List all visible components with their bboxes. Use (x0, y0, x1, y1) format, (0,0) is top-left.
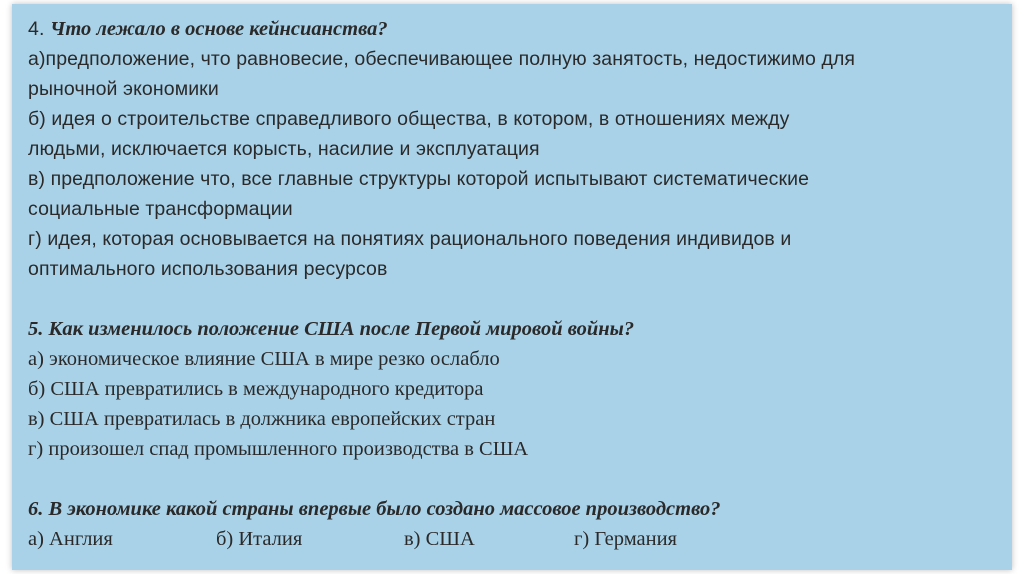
question-6-option-c: в) США (404, 528, 475, 550)
question-6-option-b: б) Италия (216, 528, 303, 550)
question-4-option-b-line-2: людьми, исключается корысть, насилие и эксплуатация (28, 138, 540, 160)
question-6-option-d: г) Германия (574, 528, 677, 550)
question-4-number: 4. (28, 18, 50, 40)
question-5-title: 5. Как изменилось положение США после Первой мировой войны? (28, 318, 635, 340)
question-5-option-b: б) США превратились в международного кредитора (28, 378, 484, 400)
question-5-option-c: в) США превратилась в должника европейских стран (28, 408, 496, 430)
question-6-title: 6. В экономике какой страны впервые было создано массовое производство? (28, 498, 721, 520)
question-5-option-a: а) экономическое влияние США в мире резко ослабло (28, 348, 500, 370)
question-6-options (28, 524, 998, 554)
question-4-heading (28, 14, 998, 44)
quiz-content (28, 14, 998, 554)
question-4-option-b-line-1: б) идея о строительстве справедливого общества, в котором, в отношениях между (28, 108, 790, 130)
spacer (28, 464, 998, 494)
spacer (28, 284, 998, 314)
question-4-option-a-line-1: а)предположение, что равновесие, обеспечивающее полную занятость, недостижимо для (28, 48, 856, 70)
question-5-option-d: г) произошел спад промышленного производства в США (28, 438, 529, 460)
question-4-title: Что лежало в основе кейнсианства? (49, 18, 388, 40)
content-panel (12, 4, 1012, 570)
question-4-option-c-line-2: социальные трансформации (28, 198, 293, 220)
question-4-option-d-line-2: оптимального использования ресурсов (28, 258, 388, 280)
question-4-option-a-line-2: рыночной экономики (28, 78, 219, 100)
question-4-option-c-line-1: в) предположение что, все главные структуры которой испытывают систематические (28, 168, 810, 190)
question-4-option-d-line-1: г) идея, которая основывается на понятиях рационального поведения индивидов и (28, 228, 792, 250)
question-6-option-a: а) Англия (28, 528, 113, 550)
